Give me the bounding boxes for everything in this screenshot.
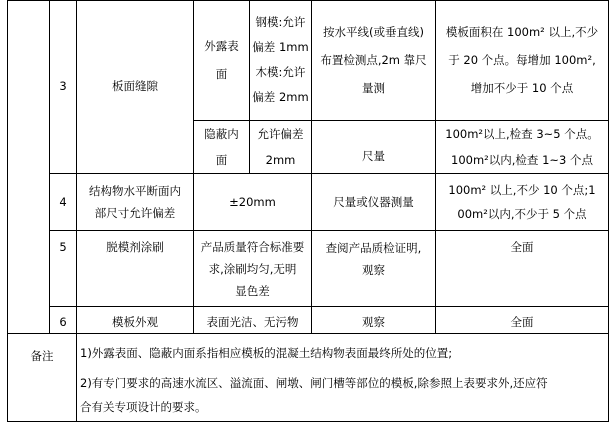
row3-exposed-quantity: 模板面积在 100m² 以上,不少 于 20 个点。每增加 100m², 增加不少于 10 个点 <box>445 25 599 95</box>
row4-standard: ±20mm <box>229 194 276 209</box>
row3-exposed-type: 外露表 面 <box>204 39 239 81</box>
row4-item: 结构物水平断面内 部尺寸允许偏差 <box>89 184 181 220</box>
row3-hidden-quantity: 100m²以上,检查 3~5 个点。 100m²以内,检查 1~3 个点 <box>445 127 599 167</box>
row5-number: 5 <box>59 240 67 254</box>
row5-method: 查阅产品质检证明, 观察 <box>325 241 422 277</box>
row3-exposed-tolerance: 钢模:允许 偏差 1mm 木模:允许 偏差 2mm <box>252 15 309 104</box>
row4-method: 尺量或仪器测量 <box>333 194 414 209</box>
remarks-label: 备注 <box>30 348 54 363</box>
row6-item: 模板外观 <box>112 315 158 329</box>
row4-number: 4 <box>59 194 67 209</box>
row5-item: 脱模剂涂刷 <box>106 240 164 254</box>
row3-hidden-type: 隐蔽内 面 <box>204 127 239 167</box>
col-border-remarks <box>76 333 77 422</box>
row3-hidden-tolerance: 允许偏差 2mm <box>257 127 304 167</box>
row3-item: 板面缝隙 <box>112 79 158 93</box>
row3-exposed-method: 按水平线(或垂直线) 布置检测点,2m 靠尺 量测 <box>320 25 427 95</box>
row6-standard: 表面光洁、无污物 <box>206 315 299 329</box>
remarks-note-1: 1)外露表面、隐蔽内面系指相应模板的混凝土结构物表面最终所处的位置; <box>80 345 453 360</box>
row5-standard: 产品质量符合标准要 求,涂刷均匀,无明 显色差 <box>200 239 305 298</box>
row5-quantity: 全面 <box>510 240 534 254</box>
remarks-note-2: 2)有专门要求的高速水流区、溢流面、闸墩、闸门槽等部位的模板,除参照上表要求外,还应符 合有关专项设计的要求。 <box>80 376 548 414</box>
row3-hidden-method: 尺量 <box>362 149 385 163</box>
row6-number: 6 <box>59 315 67 329</box>
row6-quantity: 全面 <box>510 315 534 329</box>
row3-number: 3 <box>59 79 67 93</box>
row6-method: 观察 <box>362 315 385 329</box>
row4-quantity: 100m² 以上,不少 10 个点;1 00m²以内,不少于 5 个点 <box>448 183 596 221</box>
